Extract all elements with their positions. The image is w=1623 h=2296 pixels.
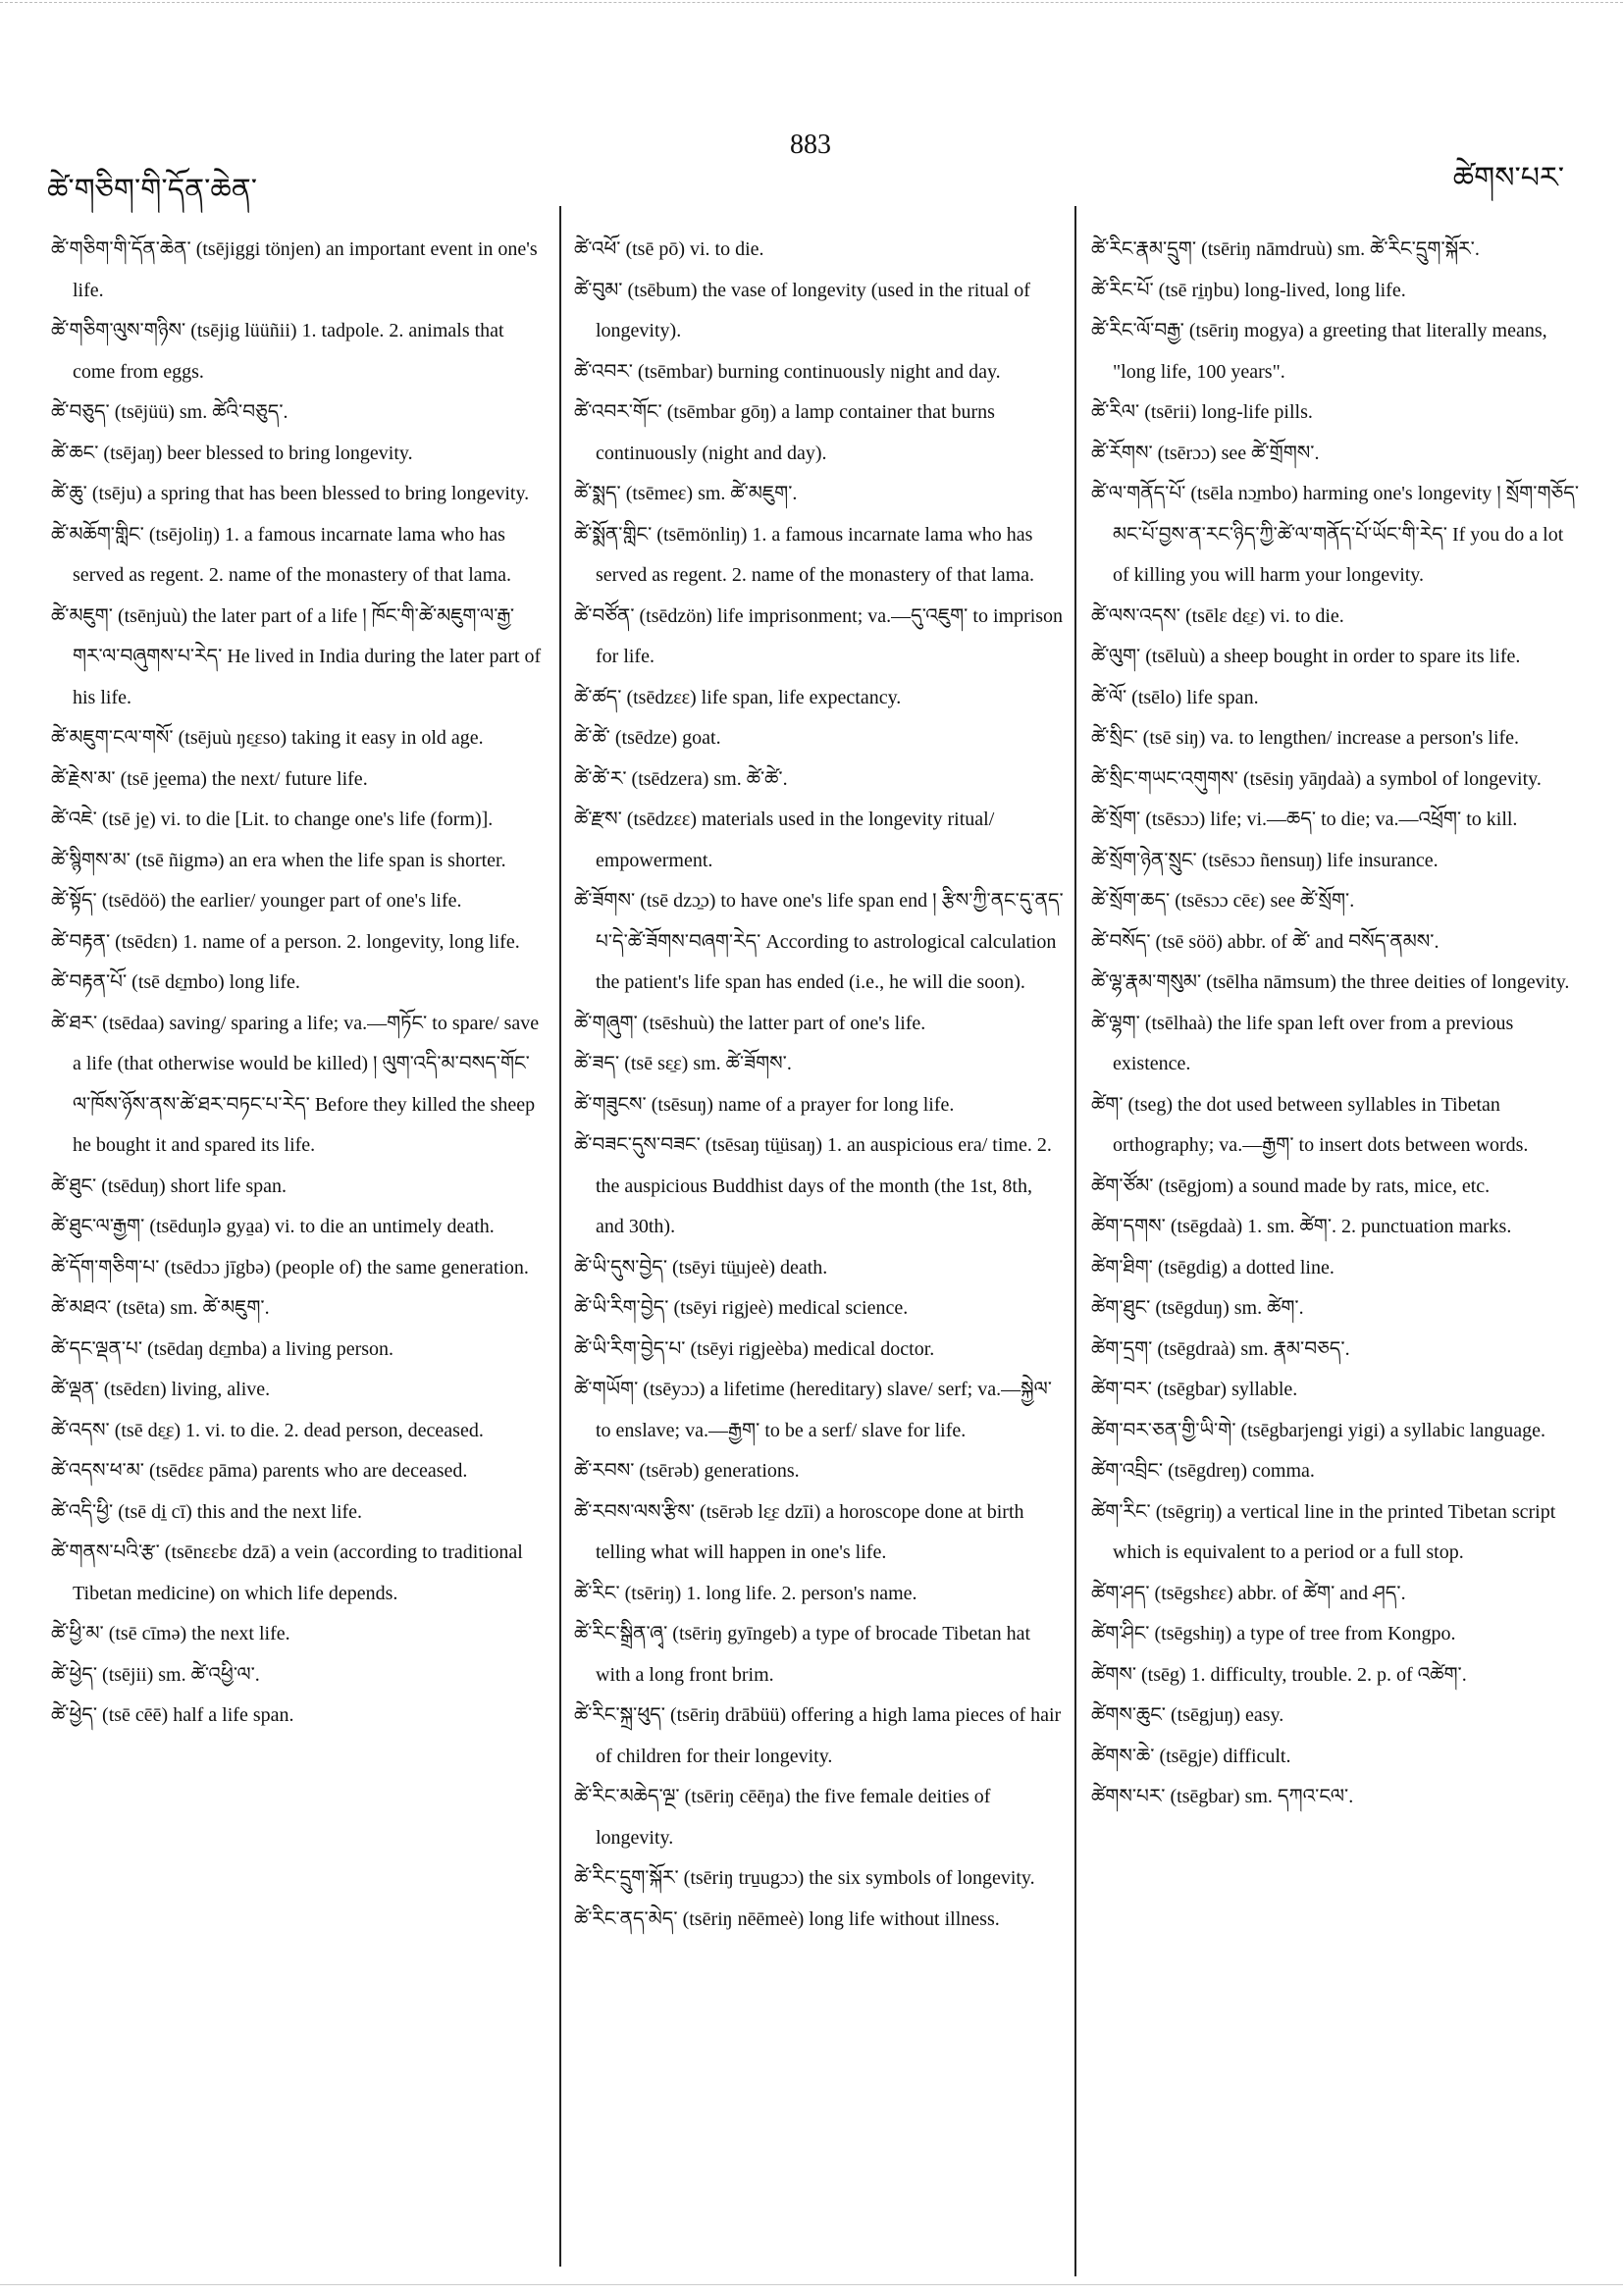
dictionary-entry: ཚེ་གཅིག་གི་དོན་ཆེན་ (tsējiggi tönjen) an important event in one's life. bbox=[51, 238, 538, 301]
dictionary-entry: ཚེ་ཟོགས་ (tsē dzɔ̱ɔ) to have one's life span end ། རྩིས་ཀྱི་ནང་དུ་ནད་པ་དེ་ཚེ་ཟོགས་བཞག་རེད་ According to astrological calculation the patient's life span has ended (i.e., he will die soon). bbox=[574, 890, 1064, 993]
dictionary-entry: ཚེ་རབས་ (tsērəb) generations. bbox=[574, 1460, 800, 1482]
dictionary-entry: ཚེ་སྟོད་ (tsēdöö) the earlier/ younger part of one's life. bbox=[51, 890, 462, 912]
column-1 bbox=[51, 230, 542, 1737]
dictionary-entry: ཚེ་སྲོག་ (tsēsɔɔ) life; vi.—ཆད་ to die; va.—འཕྲོག་ to kill. bbox=[1091, 809, 1518, 830]
dictionary-entry: ཚེ་འདི་ཕྱི་ (tsē di̱ cī) this and the next life. bbox=[51, 1500, 363, 1523]
dictionary-entry: ཚེ་སྨད་ (tsēmeɛ) sm. ཚེ་མཇུག་. bbox=[574, 483, 798, 504]
dictionary-entry: ཚེ་འཇེ་ (tsē je̱) vi. to die [Lit. to change one's life (form)]. bbox=[51, 809, 494, 830]
dictionary-entry: ཚེ་རིང་རྣམ་དྲུག་ (tsēriŋ nāmdruù) sm. ཚེ་རིང་དྲུག་སྐོར་. bbox=[1091, 238, 1480, 260]
dictionary-entry: ཚེ་ལོ་ (tsēlo) life span. bbox=[1091, 686, 1259, 708]
dictionary-entry: ཚེ་མཇུག་ (tsēnjuù) the later part of a life ། ཁོང་གི་ཚེ་མཇུག་ལ་རྒྱ་གར་ལ་བཞུགས་པ་རེད་ He lived in India during the later part of his life. bbox=[51, 604, 542, 708]
dictionary-entry: ཚེ་ཐུང་ལ་རྒྱག་ (tsēduŋlə gya̱a) vi. to die an untimely death. bbox=[51, 1216, 495, 1237]
dictionary-entry: ཚེ་ཆུ་ (tsēju) a spring that has been blessed to bring longevity. bbox=[51, 483, 530, 504]
dictionary-entry: ཚེ་རིང་དྲུག་སྐོར་ (tsēriŋ tru̱ugɔɔ) the six symbols of longevity. bbox=[574, 1867, 1035, 1889]
dictionary-entry: ཚེག་འབྲིང་ (tsēgdreŋ) comma. bbox=[1091, 1460, 1315, 1482]
dictionary-entry: ཚེ་རྗེས་མ་ (tsē je̱ema) the next/ future life. bbox=[51, 767, 368, 790]
dictionary-entry: ཚེག་བར་ (tsēgbar) syllable. bbox=[1091, 1379, 1298, 1400]
dictionary-entry: ཚེ་བརྟན་པོ་ (tsē dɛ̱mbo) long life. bbox=[51, 971, 300, 993]
dictionary-entry: ཚེ་གཟུངས་ (tsēsuŋ) name of a prayer for long life. bbox=[574, 1093, 955, 1116]
dictionary-entry: ཚེ་ལྡན་ (tsēdɛn) living, alive. bbox=[51, 1379, 271, 1400]
dictionary-entry: ཚེ་གཅིག་ལུས་གཉིས་ (tsējig lüüñii) 1. tadpole. 2. animals that come from eggs. bbox=[51, 320, 504, 383]
dictionary-entry: ཚེགས་ཆེ་ (tsēgje) difficult. bbox=[1091, 1745, 1291, 1767]
dictionary-entry: ཚེག་ (tseg) the dot used between syllables in Tibetan orthography; va.—རྒྱག་ to insert dots between words. bbox=[1091, 1093, 1529, 1156]
dictionary-entry: ཚེ་བསོད་ (tsē söö) abbr. of ཚེ་ and བསོད་ནམས་. bbox=[1091, 930, 1440, 953]
dictionary-entry: ཚེགས་ (tsēg) 1. difficulty, trouble. 2. p. of འཚེག་. bbox=[1091, 1663, 1467, 1686]
dictionary-entry: ཚེ་སྲིང་གཡང་འགུགས་ (tsēsiŋ yāŋdaà) a symbol of longevity. bbox=[1091, 767, 1542, 790]
dictionary-entry: ཚེ་རོགས་ (tsērɔɔ) see ཚེ་གྲོགས་. bbox=[1091, 442, 1320, 464]
dictionary-entry: ཚེ་ཚེ་ར་ (tsēdzera) sm. ཚེ་ཚེ་. bbox=[574, 767, 788, 790]
dictionary-entry: ཚེ་གནས་པའི་རྩ་ (tsēnɛɛbɛ dzā) a vein (according to traditional Tibetan medicine) on which life depends. bbox=[51, 1541, 523, 1604]
dictionary-entry: ཚེག་དྲག་ (tsēgdraà) sm. རྣམ་བཅད་. bbox=[1091, 1337, 1350, 1360]
dictionary-entry: ཚེ་རིལ་ (tsērii) long-life pills. bbox=[1091, 401, 1313, 423]
dictionary-entry: ཚེ་མཇུག་ངལ་གསོ་ (tsējuù ŋɛ̱ɛso) taking it easy in old age. bbox=[51, 727, 484, 749]
dictionary-entry: ཚེག་ཐུང་ (tsēgduŋ) sm. ཚེག་. bbox=[1091, 1297, 1304, 1319]
page-header bbox=[0, 128, 1623, 207]
dictionary-entry: ཚེ་ཡི་དུས་བྱེད་ (tsēyi tü̱ujeè) death. bbox=[574, 1256, 828, 1278]
header-right-title: ཚེགས་པར་ bbox=[1452, 161, 1564, 195]
dictionary-entry: ཚེ་ལྷག་ (tsēlhaà) the life span left over from a previous existence. bbox=[1091, 1012, 1514, 1074]
dictionary-entry: ཚེགས་ཆུང་ (tsēgjuŋ) easy. bbox=[1091, 1704, 1284, 1726]
dictionary-entry: ཚེ་རིང་ལོ་བརྒྱ་ (tsēriŋ mogya) a greeting that literally means, "long life, 100 years". bbox=[1091, 320, 1547, 383]
dictionary-entry: ཚེ་ཕྱི་མ་ (tsē cīmə) the next life. bbox=[51, 1623, 290, 1644]
dictionary-entry: ཚེ་ཡི་རིག་བྱེད་ (tsēyi rigjeè) medical science. bbox=[574, 1297, 909, 1319]
dictionary-entry: ཚེག་བར་ཅན་གྱི་ཡི་གེ་ (tsēgbarjengi yigi) a syllabic language. bbox=[1091, 1419, 1545, 1441]
dictionary-entry: ཚེ་མཆོག་གླིང་ (tsējoliŋ) 1. a famous incarnate lama who has served as regent. 2. name of the monastery of that lama. bbox=[51, 523, 512, 586]
dictionary-entry: ཚེ་འབར་གོང་ (tsēmbar gōŋ) a lamp container that burns continuously (night and day). bbox=[574, 401, 995, 464]
dictionary-entry: ཚེག་དགས་ (tsēgdaà) 1. sm. ཚེག་. 2. punctuation marks. bbox=[1091, 1216, 1512, 1237]
dictionary-entry: ཚེ་རིང་སྐྲ་ཕུད་ (tsēriŋ drābüü) offering a high lama pieces of hair of children for their longevity. bbox=[574, 1704, 1062, 1767]
dictionary-entry: ཚེ་ཐུང་ (tsēduŋ) short life span. bbox=[51, 1174, 288, 1197]
dictionary-entry: ཚེག་ཤིང་ (tsēgshiŋ) a type of tree from Kongpo. bbox=[1091, 1623, 1456, 1644]
dictionary-entry: ཚེ་སྨོན་གླིང་ (tsēmönliŋ) 1. a famous incarnate lama who has served as regent. 2. name of the monastery of that lama. bbox=[574, 523, 1035, 586]
dictionary-entry: ཚེ་མཐའ་ (tsēta) sm. ཚེ་མཇུག་. bbox=[51, 1297, 270, 1319]
dictionary-entry: ཚེ་ཚེ་ (tsēdze) goat. bbox=[574, 727, 721, 749]
dictionary-entry: ཚེ་རིང་ (tsēriŋ) 1. long life. 2. person's name. bbox=[574, 1582, 917, 1604]
dictionary-entry: ཚེ་རྫས་ (tsēdzɛɛ) materials used in the longevity ritual/ empowerment. bbox=[574, 809, 995, 871]
dictionary-entry: ཚེ་གཞུག་ (tsēshuù) the latter part of one's life. bbox=[574, 1012, 926, 1034]
column-divider-2 bbox=[1074, 206, 1076, 2276]
page-number: 883 bbox=[790, 130, 831, 160]
dictionary-entry: ཚེ་སྲོག་ཆད་ (tsēsɔɔ cēɛ) see ཚེ་སྲོག་. bbox=[1091, 890, 1355, 912]
dictionary-entry: ཚེ་ཐར་ (tsēdaa) saving/ sparing a life; va.—གཏོང་ to spare/ save a life (that otherwise would be killed) ། ལུག་འདི་མ་བསད་གོང་ལ་ཁོས་ཉོས་ནས་ཚེ་ཐར་བཏང་པ་རེད་ Before they killed the sheep he bought it and spared its life. bbox=[51, 1012, 540, 1156]
dictionary-entry: ཚེ་འདས་ (tsē dɛ̱ɛ) 1. vi. to die. 2. dead person, deceased. bbox=[51, 1419, 484, 1441]
dictionary-entry: ཚེག་ཙོམ་ (tsēgjom) a sound made by rats, mice, etc. bbox=[1091, 1174, 1491, 1197]
column-2 bbox=[574, 230, 1065, 1940]
top-scan-line bbox=[0, 2, 1623, 4]
dictionary-entry: ཚེགས་པར་ (tsēgbar) sm. དཀའ་ངལ་. bbox=[1091, 1786, 1354, 1807]
dictionary-entry: ཚེ་ཚད་ (tsēdzɛɛ) life span, life expectancy. bbox=[574, 686, 902, 708]
dictionary-entry: ཚེ་ལ་གནོད་པོ་ (tsēla nɔ̱mbo) harming one's longevity ། སྲོག་གཅོད་མང་པོ་བྱས་ན་རང་ཉིད་ཀྱི་ཚེ་ལ་གནོད་པོ་ཡོང་གི་རེད་ If you do a lot of killing you will harm your longevity. bbox=[1091, 483, 1580, 586]
dictionary-entry: ཚེ་རབས་ལས་རྩིས་ (tsērəb lɛ̱ɛ dzīi) a horoscope done at birth telling what will happen in one's life. bbox=[574, 1500, 1024, 1563]
dictionary-entry: ཚེ་ལུག་ (tsēluù) a sheep bought in order to spare its life. bbox=[1091, 646, 1521, 667]
column-3 bbox=[1091, 230, 1582, 1818]
dictionary-entry: ཚེག་ཤད་ (tsēgshɛɛ) abbr. of ཚེག་ and ཤད་. bbox=[1091, 1582, 1406, 1604]
dictionary-entry: ཚེ་རིང་མཆེད་ལྔ་ (tsēriŋ cēēŋa) the five female deities of longevity. bbox=[574, 1786, 991, 1849]
dictionary-entry: ཚེ་ལས་འདས་ (tsēlɛ dɛ̱ɛ) vi. to die. bbox=[1091, 604, 1344, 627]
column-divider-1 bbox=[559, 206, 561, 2267]
dictionary-entry: ཚེ་ཆང་ (tsējaŋ) beer blessed to bring longevity. bbox=[51, 442, 413, 464]
dictionary-entry: ཚེག་རིང་ (tsēgriŋ) a vertical line in the printed Tibetan script which is equivalent to a period or a full stop. bbox=[1091, 1500, 1556, 1563]
dictionary-entry: ཚེ་བརྟན་ (tsēdɛn) 1. name of a person. 2. longevity, long life. bbox=[51, 930, 520, 953]
dictionary-entry: ཚེ་དང་ལྡན་པ་ (tsēdaŋ dɛ̱mba) a living person. bbox=[51, 1337, 394, 1360]
bottom-scan-line bbox=[0, 2284, 1623, 2285]
dictionary-entry: ཚེ་འདས་ཕ་མ་ (tsēdɛɛ pāma) parents who are deceased. bbox=[51, 1460, 468, 1482]
dictionary-entry: ཚེ་ལྷ་རྣམ་གསུམ་ (tsēlha nāmsum) the three deities of longevity. bbox=[1091, 971, 1570, 993]
dictionary-entry: ཚེ་ཡི་རིག་བྱེད་པ་ (tsēyi rigjeèba) medical doctor. bbox=[574, 1337, 935, 1360]
dictionary-entry: ཚེ་བཙོན་ (tsēdzön) life imprisonment; va.—དུ་འཇུག་ to imprison for life. bbox=[574, 604, 1064, 667]
dictionary-entry: ཚེ་ཕྱེད་ (tsē cēē) half a life span. bbox=[51, 1704, 294, 1726]
dictionary-entry: ཚེ་སྲིང་ (tsē siŋ) va. to lengthen/ increase a person's life. bbox=[1091, 727, 1520, 749]
header-left-title: ཚེ་གཅིག་གི་དོན་ཆེན་ bbox=[47, 173, 258, 207]
dictionary-entry: ཚེ་སྲོག་ཉེན་སྲུང་ (tsēsɔɔ ñensuŋ) life insurance. bbox=[1091, 849, 1439, 871]
dictionary-entry: ཚེ་རིང་སྒྲིན་ཞྭ་ (tsēriŋ gyīngeb) a type of brocade Tibetan hat with a long front brim. bbox=[574, 1623, 1031, 1686]
dictionary-entry: ཚེ་རིང་པོ་ (tsē ri̱ŋbu) long-lived, long life. bbox=[1091, 279, 1406, 301]
dictionary-entry: ཚེ་དོག་གཅིག་པ་ (tsēdɔɔ jīgbə) (people of) the same generation. bbox=[51, 1256, 529, 1278]
dictionary-entry: ཚེག་ཐིག་ (tsēgdig) a dotted line. bbox=[1091, 1256, 1335, 1278]
dictionary-entry: ཚེ་འབར་ (tsēmbar) burning continuously night and day. bbox=[574, 360, 1001, 383]
dictionary-entry: ཚེ་བུམ་ (tsēbum) the vase of longevity (used in the ritual of longevity). bbox=[574, 279, 1030, 341]
dictionary-entry: ཚེ་སྙིགས་མ་ (tsē ñigmə) an era when the life span is shorter. bbox=[51, 849, 506, 871]
dictionary-entry: ཚེ་ཟད་ (tsē sɛ̱ɛ) sm. ཚེ་ཟོགས་. bbox=[574, 1053, 792, 1074]
dictionary-entry: ཚེ་འཕོ་ (tsē pō) vi. to die. bbox=[574, 238, 764, 260]
dictionary-entry: ཚེ་བཅུད་ (tsējüü) sm. ཚེའི་བཅུད་. bbox=[51, 401, 288, 423]
dictionary-entry: ཚེ་ཕྱེད་ (tsējii) sm. ཚེ་འཕྱི་ལ་. bbox=[51, 1663, 260, 1686]
dictionary-entry: ཚེ་བཟང་དུས་བཟང་ (tsēsaŋ tü̱üsaŋ) 1. an auspicious era/ time. 2. the auspicious Buddhist days of the month (the 1st, 8th, and 30th). bbox=[574, 1134, 1052, 1237]
dictionary-entry: ཚེ་གཡོག་ (tsēyɔɔ) a lifetime (hereditary) slave/ serf; va.—སྐྱེལ་ to enslave; va.—རྒྱག་ to be a serf/ slave for life. bbox=[574, 1379, 1052, 1441]
dictionary-entry: ཚེ་རིང་ནད་མེད་ (tsēriŋ nēēmeè) long life without illness. bbox=[574, 1907, 1000, 1930]
